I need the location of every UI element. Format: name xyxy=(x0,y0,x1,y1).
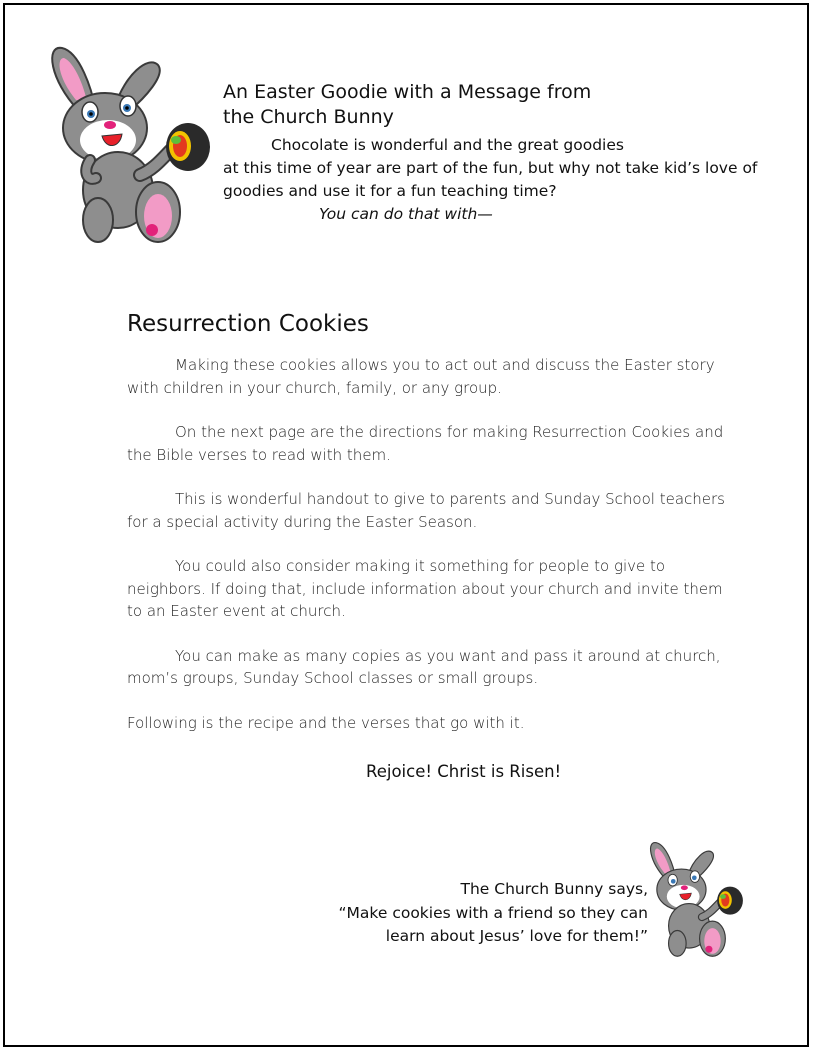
main-content xyxy=(127,308,739,756)
intro-text-line1: Chocolate is wonderful and the great goodies xyxy=(271,136,624,154)
closing-line: Rejoice! Christ is Risen! xyxy=(366,762,562,781)
bunny-says-line1: The Church Bunny says, xyxy=(460,880,648,898)
intro-text-line3: goodies and use it for a fun teaching time? xyxy=(223,182,557,200)
intro-title-line2: the Church Bunny xyxy=(223,106,394,128)
intro-text-line2: at this time of year are part of the fun, but why not take kid’s love of xyxy=(223,159,758,177)
bunny-icon xyxy=(643,838,755,958)
bunny-illustration-top xyxy=(40,40,230,245)
intro-text xyxy=(223,134,783,203)
intro-block xyxy=(223,80,783,226)
intro-tagline: You can do that with— xyxy=(319,205,493,223)
intro-title xyxy=(223,80,783,130)
bunny-says-line2: “Make cookies with a friend so they can xyxy=(338,903,648,922)
paragraph: You could also consider making it something for people to give to neighbors. If doing that, include information about your church and invite them to an Easter event at church. xyxy=(127,557,723,620)
paragraph: This is wonderful handout to give to parents and Sunday School teachers for a special activity during the Easter Season. xyxy=(127,490,725,531)
following-text: Following is the recipe and the verses that go with it. xyxy=(127,713,525,732)
bunny-illustration-bottom xyxy=(643,838,755,958)
bunny-icon xyxy=(40,40,230,245)
paragraph: You can make as many copies as you want and pass it around at church, mom’s groups, Sunday School classes or small groups. xyxy=(127,646,721,687)
bunny-says-line3: learn about Jesus’ love for them!” xyxy=(385,927,648,945)
page-title: Resurrection Cookies xyxy=(127,311,369,337)
paragraph: Making these cookies allows you to act out and discuss the Easter story with children in your church, family, or any group. xyxy=(127,356,715,397)
intro-title-line1: An Easter Goodie with a Message from xyxy=(223,81,592,103)
bunny-says-block xyxy=(318,878,648,949)
paragraph: On the next page are the directions for making Resurrection Cookies and the Bible verses to read with them. xyxy=(127,423,724,464)
